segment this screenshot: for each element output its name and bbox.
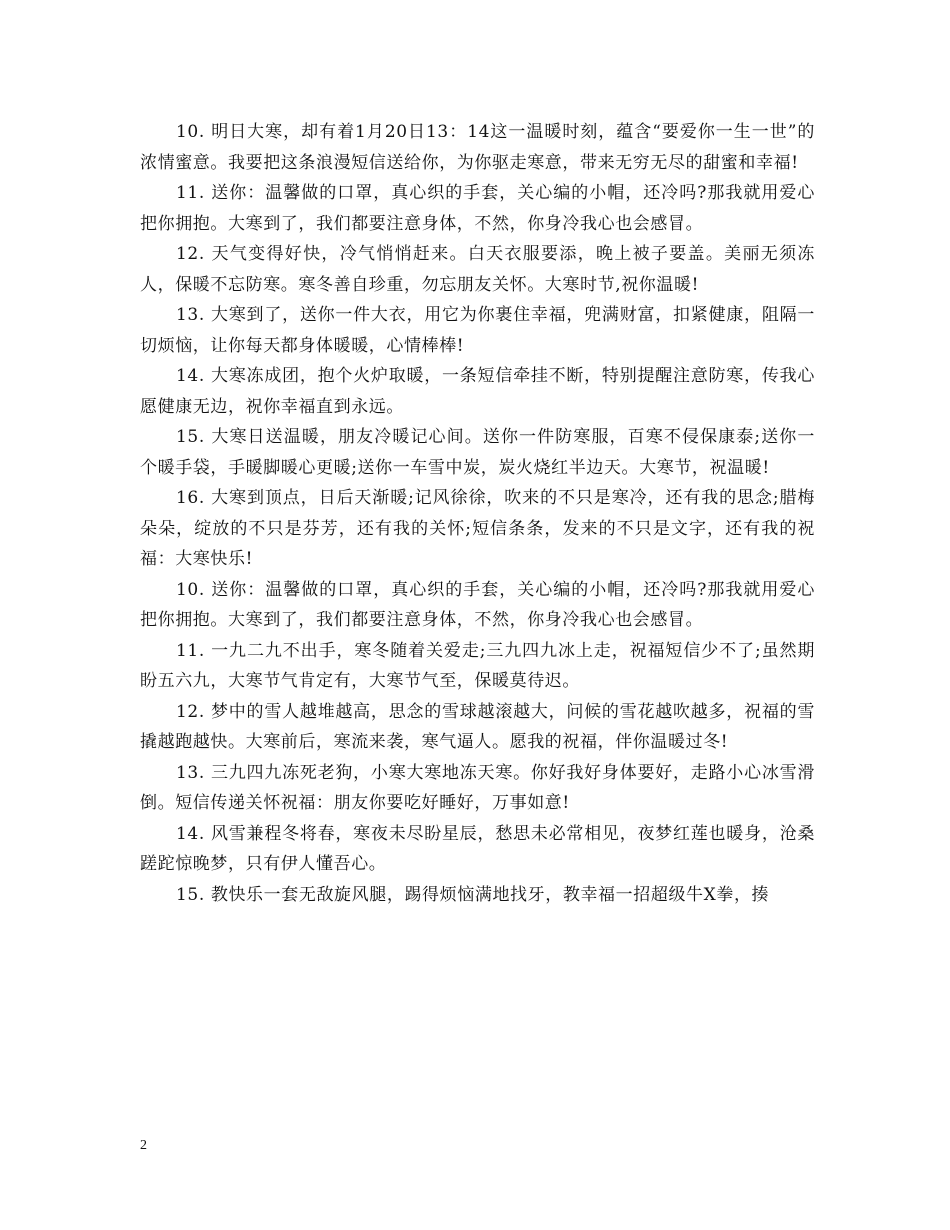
paragraph-10-b: 10. 送你：温馨做的口罩，真心织的手套，关心编的小帽，还冷吗?那我就用爱心把你拥抱。大寒到了，我们都要注意身体，不然，你身冷我心也会感冒。 xyxy=(140,579,815,630)
paragraph-12-b: 12. 梦中的雪人越堆越高，思念的雪球越滚越大，问候的雪花越吹越多，祝福的雪撬越跑越快。大寒前后，寒流来袭，寒气逼人。愿我的祝福，伴你温暖过冬! xyxy=(140,701,815,752)
paragraph-15-a: 15. 大寒日送温暖，朋友冷暖记心间。送你一件防寒服，百寒不侵保康泰;送你一个暖手袋，手暖脚暖心更暖;送你一车雪中炭，炭火烧红半边天。大寒节，祝温暖! xyxy=(140,427,815,478)
paragraph-14-b: 14. 风雪兼程冬将春，寒夜未尽盼星辰，愁思未必常相见，夜梦红莲也暖身，沧桑蹉跎惊晚梦，只有伊人懂吾心。 xyxy=(140,823,815,874)
paragraph-13-b: 13. 三九四九冻死老狗，小寒大寒地冻天寒。你好我好身体要好，走路小心冰雪滑倒。短信传递关怀祝福：朋友你要吃好睡好，万事如意! xyxy=(140,762,815,813)
paragraph-11-a: 11. 送你：温馨做的口罩，真心织的手套，关心编的小帽，还冷吗?那我就用爱心把你拥抱。大寒到了，我们都要注意身体，不然，你身冷我心也会感冒。 xyxy=(140,183,815,234)
page-number: 2 xyxy=(140,1138,147,1153)
paragraph-11-b: 11. 一九二九不出手，寒冬随着关爱走;三九四九冰上走，祝福短信少不了;虽然期盼五六九，大寒节气肯定有，大寒节气至，保暖莫待迟。 xyxy=(140,640,815,691)
document-body xyxy=(140,117,815,910)
paragraph-15-b: 15. 教快乐一套无敌旋风腿，踢得烦恼满地找牙，教幸福一招超级牛X拳，揍 xyxy=(176,884,770,905)
paragraph-13-a: 13. 大寒到了，送你一件大衣，用它为你裹住幸福，兜满财富，扣紧健康，阻隔一切烦恼，让你每天都身体暖暖，心情棒棒! xyxy=(140,305,815,356)
paragraph-16-a: 16. 大寒到顶点，日后天渐暖;记风徐徐，吹来的不只是寒冷，还有我的思念;腊梅朵朵，绽放的不只是芬芳，还有我的关怀;短信条条，发来的不只是文字，还有我的祝福：大寒快乐! xyxy=(140,488,815,569)
paragraph-12-a: 12. 天气变得好快，冷气悄悄赶来。白天衣服要添，晚上被子要盖。美丽无须冻人，保暖不忘防寒。寒冬善自珍重，勿忘朋友关怀。大寒时节,祝你温暖! xyxy=(140,244,815,295)
paragraph-14-a: 14. 大寒冻成团，抱个火炉取暖，一条短信牵挂不断，特别提醒注意防寒，传我心愿健康无边，祝你幸福直到永远。 xyxy=(140,366,815,417)
paragraph-10-a: 10. 明日大寒，却有着1月20日13：14这一温暖时刻，蕴含“要爱你一生一世”的浓情蜜意。我要把这条浪漫短信送给你，为你驱走寒意，带来无穷无尽的甜蜜和幸福! xyxy=(140,122,815,173)
